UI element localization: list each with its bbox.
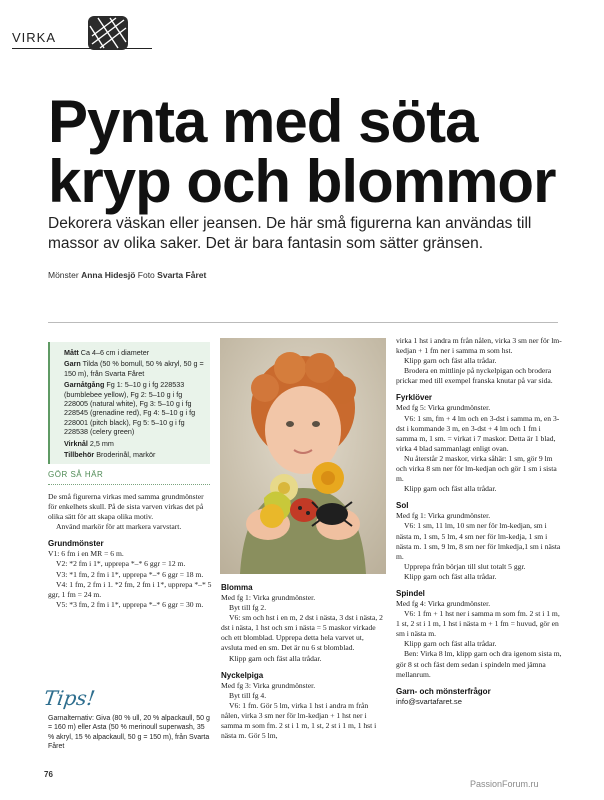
info-row: Garn Tilda (50 % bomull, 50 % akryl, 50 g = 150 m), från Svarta Fåret	[64, 359, 204, 378]
tips-text: Garnalternativ: Giva (80 % ull, 20 % alpackaull, 50 g = 160 m) eller Asta (50 % merinoull superwash, 35 % akryl, 15 % alpackaull, 50 g = 150 m), från Svarta Fåret	[48, 715, 210, 751]
section-heading: Grundmönster	[48, 539, 104, 549]
lead-text: Dekorera väskan eller jeansen. De här små figurerna kan användas till massor av olika saker. Det är bara fantasin som sätter gränsen.	[48, 215, 532, 252]
photographer-name: Svarta Fåret	[157, 270, 207, 280]
section-heading: Sol	[396, 501, 409, 511]
yarn-ball-icon	[86, 14, 130, 52]
info-row: Mått Ca 4–6 cm i diameter	[64, 348, 150, 357]
info-row: Garnåtgång Fg 1: 5–10 g i fg 228533 (bumblebee yellow), Fg 2: 5–10 g i fg 228005 (natural white), Fg 3: 5–10 g i fg 228545 (grenadine red), Fg 4: 5–10 g i fg 228001 (pitch black), Fg 5: 5–10 g i fg 228538 (celery green)	[64, 380, 196, 437]
section-heading: Nyckelpiga	[221, 670, 264, 680]
credits: Mönster Anna Hidesjö Foto Svarta Fåret	[48, 270, 207, 280]
middle-column: Blomma Med fg 1: Virka grundmönster. Byt till fg 2. V6: sm och hst i en m, 2 dst i nästa, 3 dst i nästa, 2 dst i nästa, 1 hst och sm i nästa = 5 maskor virkade och ett blomblad. Upprepa detta hela varvet ut, avsluta med en sm. Det är nu 6 st blomblad. Klipp garn och fäst alla trådar. Nyckelpiga Med fg 3: Virka grundmönster. Byt till fg 4. V6: 1 fm. Gör 5 lm, virka 1 hst i andra m från nålen, virka 3 sm ner för lm-kedjan + 1 hst ner i samma m som fm. 2 st i 1 m, 1 st, 2 st i 1 m, 1 hst i nästa m. Gör 5 lm,	[221, 582, 387, 741]
watermark: PassionForum.ru	[470, 779, 539, 789]
designer-name: Anna Hidesjö	[81, 270, 136, 280]
info-row: Virknål 2,5 mm	[64, 438, 114, 448]
page-number: 76	[44, 770, 53, 779]
section-heading: Spindel	[396, 588, 425, 598]
materials-box	[48, 342, 210, 464]
instructions-heading: GÖR SÅ HÄR	[48, 470, 104, 479]
section-underline	[12, 48, 152, 49]
intro-text: De små figurerna virkas med samma grundmönster för enkelhets skull. På de sista varven virkas det på olika sätt för att skapa olika motiv.	[48, 492, 204, 522]
title-line-1: Pynta med söta	[48, 88, 478, 155]
left-column: De små figurerna virkas med samma grundmönster för enkelhets skull. På de sista varven virkas det på olika sätt för att skapa olika motiv. Använd markör för att markera varvstart. Grundmönster V1: 6 fm i en MR = 6 m. V2: *2 fm i 1*, upprepa *–* 6 ggr = 12 m. V3: *1 fm, 2 fm i 1*, upprepa *–* 6 ggr = 18 m. V4: 1 fm, 2 fm i 1. *2 fm, 2 fm i 1*, upprepa *–* 5 ggr, 1 fm = 24 m. V5: *3 fm, 2 fm i 1*, upprepa *–* 6 ggr = 30 m.	[48, 492, 212, 609]
right-column: virka 1 hst i andra m från nålen, virka 3 sm ner för lm-kedjan + 1 fm ner i samma m som hst. Klipp garn och fäst alla trådar. Brodera en mittlinje på nyckelpigan och brodera prickar med till exempel franska knutar på var sida. Fyrklöver Med fg 5: Virka grundmönster. V6: 1 sm, fm + 4 lm och en 3-dst i samma m, en 3-dst i kommande 3 m, en 3-dst + 4 lm och 1 fm i samma m, 1 sm. = virkat i 7 maskor. Detta är 1 blad, virka 4 blad sammanlagt enligt ovan. Nu återstår 2 maskor, virka såhär: 1 sm, gör 9 lm och virka 8 sm ner för lm-kedjan och gör 1 sm i sista m. Klipp garn och fäst alla trådar. Sol Med fg 1: Virka grundmönster. V6: 1 sm, 11 lm, 10 sm ner för lm-kedjan, sm i nästa m, 1 sm, 5 lm, 4 sm ner för lm-kedja, 1 sm i nästa m. 1 sm, 9 lm, 8 sm ner för lmkedja,1 sm i nästa m. Upprepa från början till slut totalt 5 ggr. Klipp garn och fäst alla trådar. Spindel Med fg 4: Virka grundmönster. V6: 1 fm + 1 hst ner i samma m som fm. 2 st i 1 m, 1 st, 2 st i 1 m, 1 hst i nästa m + 1 fm = huvud, gör en sm i nästa m. Klipp garn och fäst alla trådar. Ben: Virka 8 lm, klipp garn och dra igenom sista m, gör 8 st och fäst dem sedan i spindeln med jämna mellanrum. Garn- och mönsterfrågor info@svartafaret.se	[396, 336, 562, 706]
section-heading: Fyrklöver	[396, 393, 433, 403]
dotted-divider	[48, 484, 210, 485]
section-heading: Blomma	[221, 583, 253, 592]
page-title	[48, 88, 588, 215]
section-heading: Garn- och mönsterfrågor	[396, 686, 491, 696]
divider	[48, 322, 558, 323]
child-holding-crochet-figures-photo	[220, 338, 386, 574]
tips-heading: Tips!	[42, 686, 97, 710]
contact-email[interactable]: info@svartafaret.se	[396, 696, 462, 706]
title-line-2: kryp och blommor	[48, 148, 556, 215]
info-row: Tillbehör Broderinål, markör	[64, 450, 156, 460]
section-label: VIRKA	[12, 30, 57, 45]
